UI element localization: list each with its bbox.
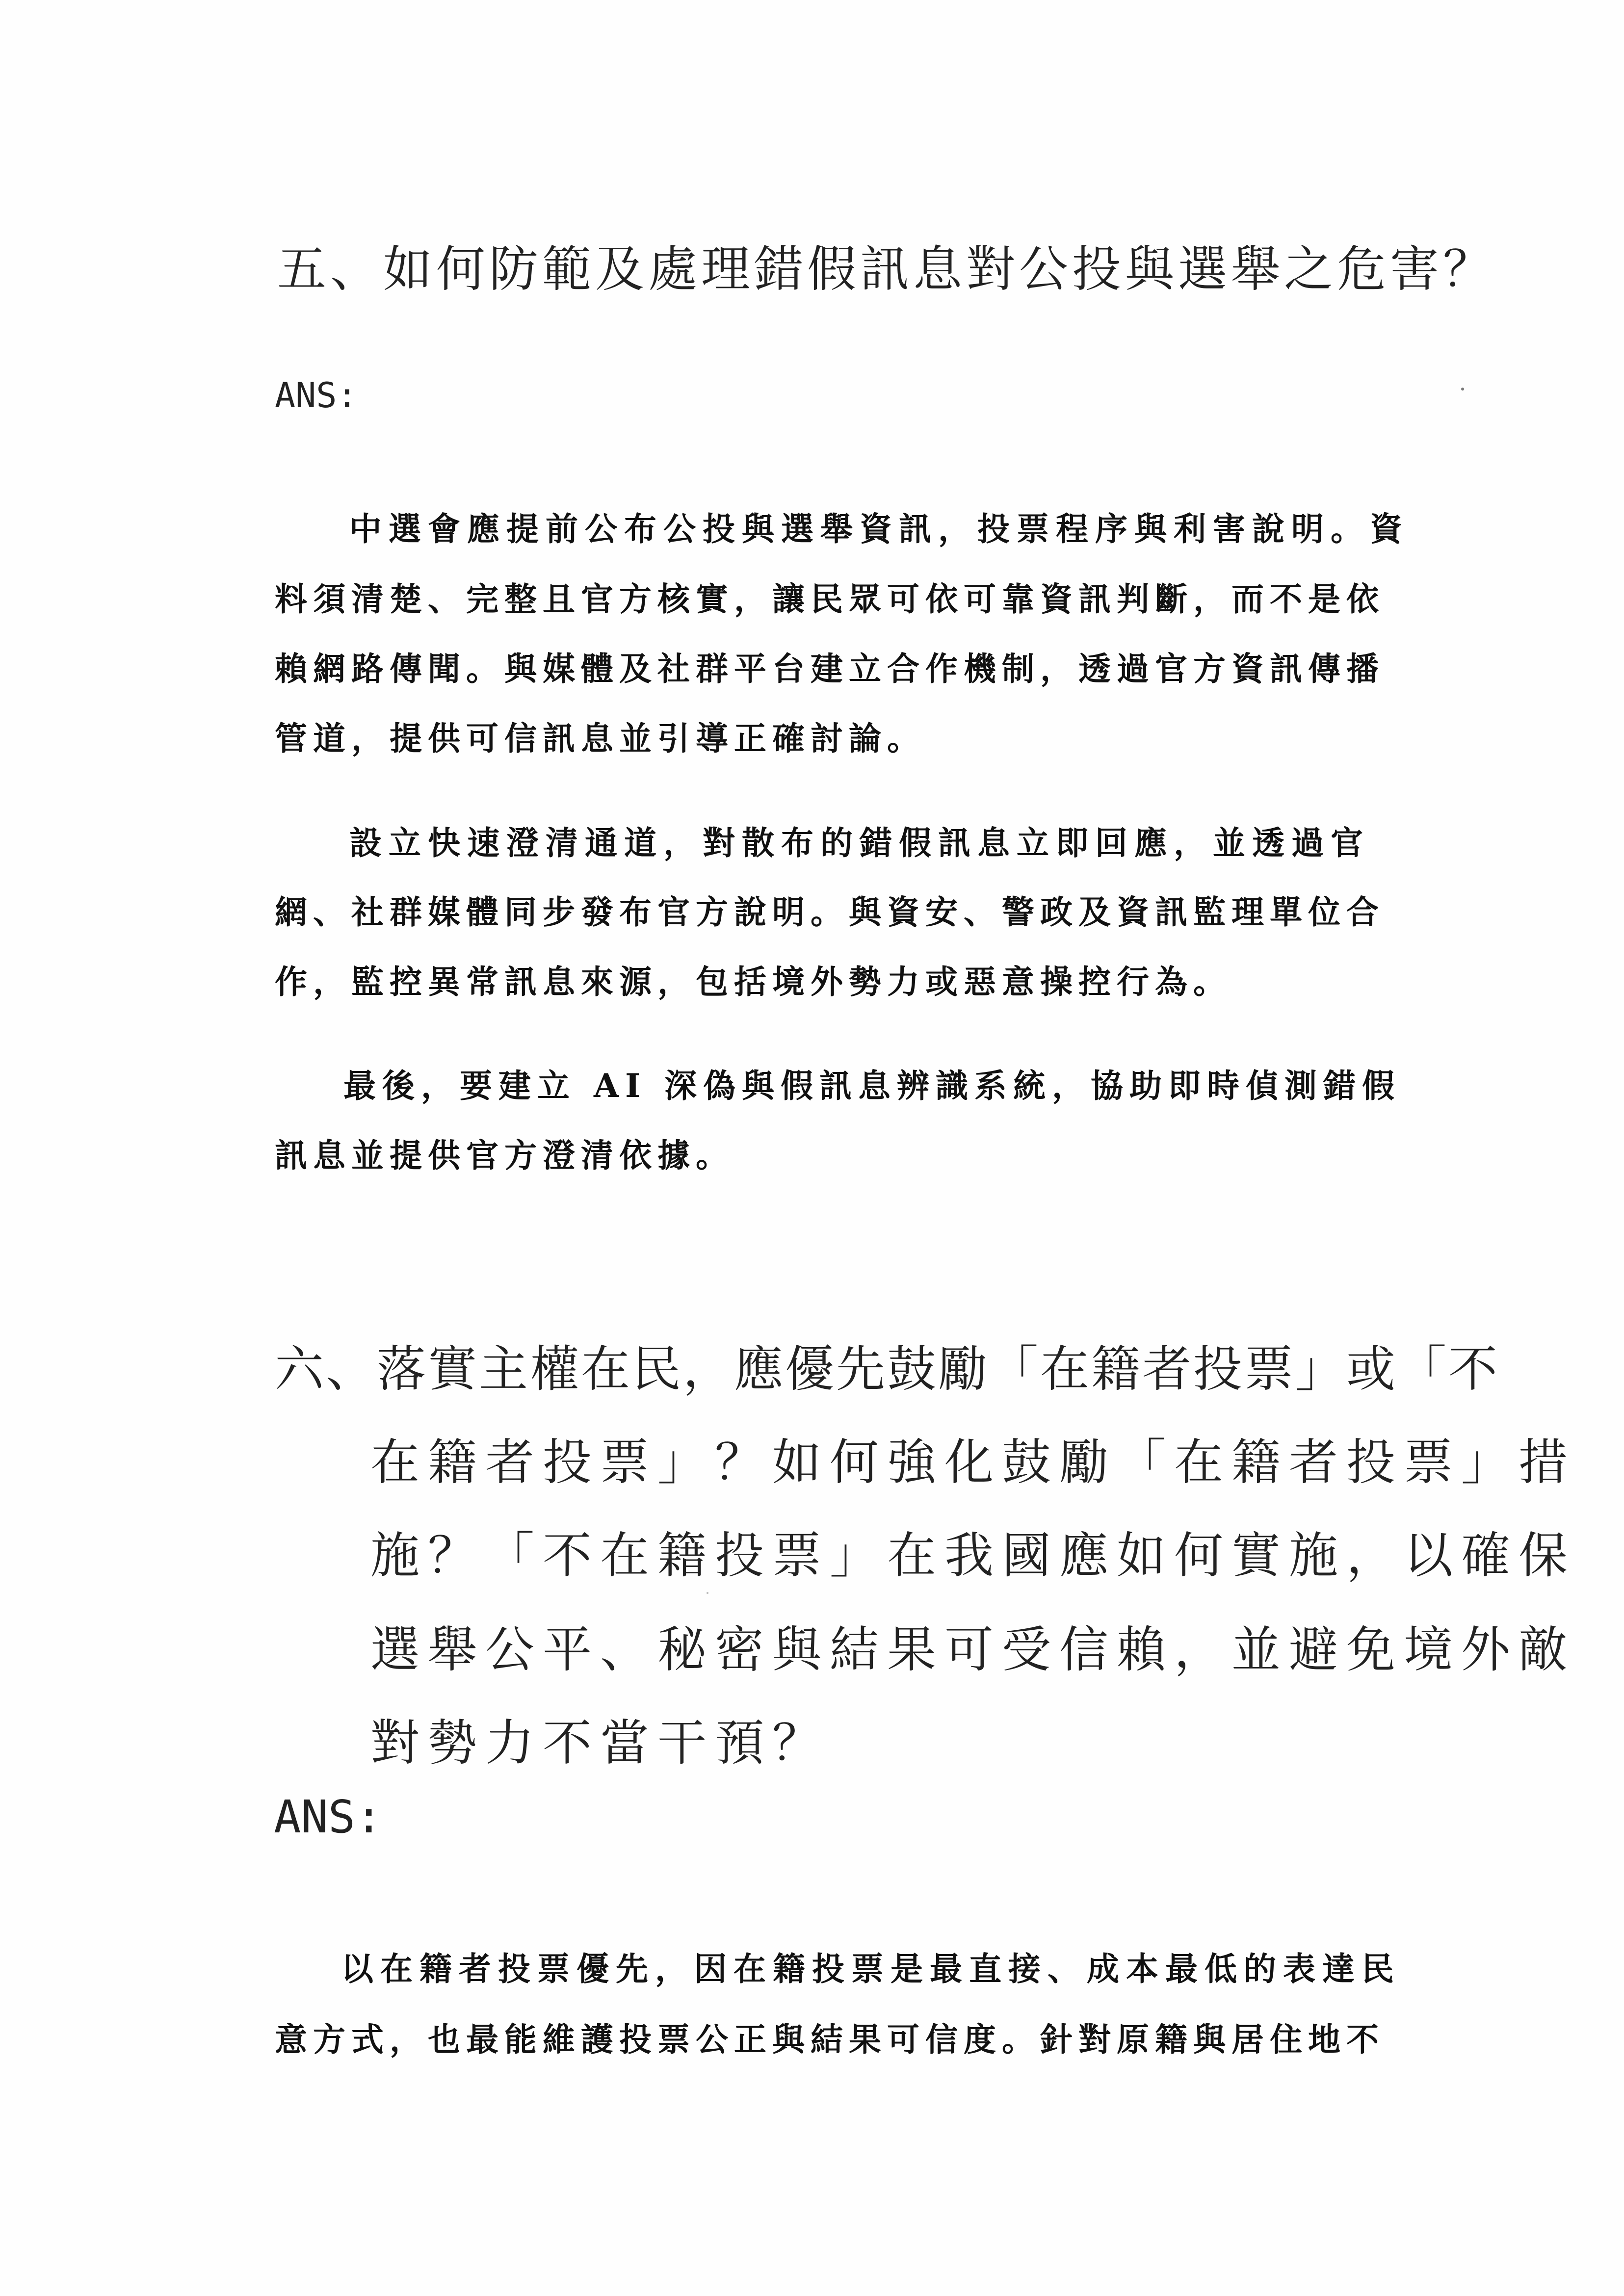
q6-p1-line-2: 意方式，也最能維護投票公正與結果可信度。針對原籍與居住地不 xyxy=(275,2020,1385,2059)
question-6-heading-line-2: 在籍者投票」？如何強化鼓勵「在籍者投票」措 xyxy=(370,1434,1576,1491)
q5-p3-line-2: 訊息並提供官方澄清依據。 xyxy=(275,1136,734,1174)
q5-p1-line-4: 管道，提供可信訊息並引導正確討論。 xyxy=(275,719,925,757)
q5-p1-line-3: 賴網路傳聞。與媒體及社群平台建立合作機制，透過官方資訊傳播 xyxy=(275,650,1385,688)
scan-speck xyxy=(707,1592,708,1594)
question-5-ans-label: ANS: xyxy=(275,375,358,416)
question-6-heading-line-5: 對勢力不當干預？ xyxy=(370,1714,830,1772)
question-6-heading-line-4: 選舉公平、秘密與結果可受信賴，並避免境外敵 xyxy=(370,1621,1576,1678)
q5-p2-line-2: 網、社群媒體同步發布官方說明。與資安、警政及資訊監理單位合 xyxy=(275,893,1385,931)
question-6-heading-line-1: 六、落實主權在民，應優先鼓勵「在籍者投票」或「不 xyxy=(275,1340,1499,1398)
question-6-ans-label: ANS: xyxy=(274,1791,383,1843)
q5-p3-line-1: 最後，要建立 AI 深偽與假訊息辨識系統，協助即時偵測錯假 xyxy=(343,1067,1401,1105)
q6-p1-line-1: 以在籍者投票優先，因在籍投票是最直接、成本最低的表達民 xyxy=(341,1950,1401,1988)
q5-p1-line-1: 中選會應提前公布公投與選舉資訊，投票程序與利害說明。資 xyxy=(349,510,1409,548)
q5-p2-line-1: 設立快速澄清通道，對散布的錯假訊息立即回應，並透過官 xyxy=(349,824,1370,862)
q5-p2-line-3: 作，監控異常訊息來源，包括境外勢力或惡意操控行為。 xyxy=(275,963,1231,1001)
question-6-heading-line-3: 施？「不在籍投票」在我國應如何實施，以確保 xyxy=(370,1527,1576,1584)
scan-speck xyxy=(1461,388,1464,391)
q5-p1-line-2: 料須清楚、完整且官方核實，讓民眾可依可靠資訊判斷，而不是依 xyxy=(275,580,1385,618)
question-5-heading: 五、如何防範及處理錯假訊息對公投與選舉之危害？ xyxy=(277,240,1496,298)
